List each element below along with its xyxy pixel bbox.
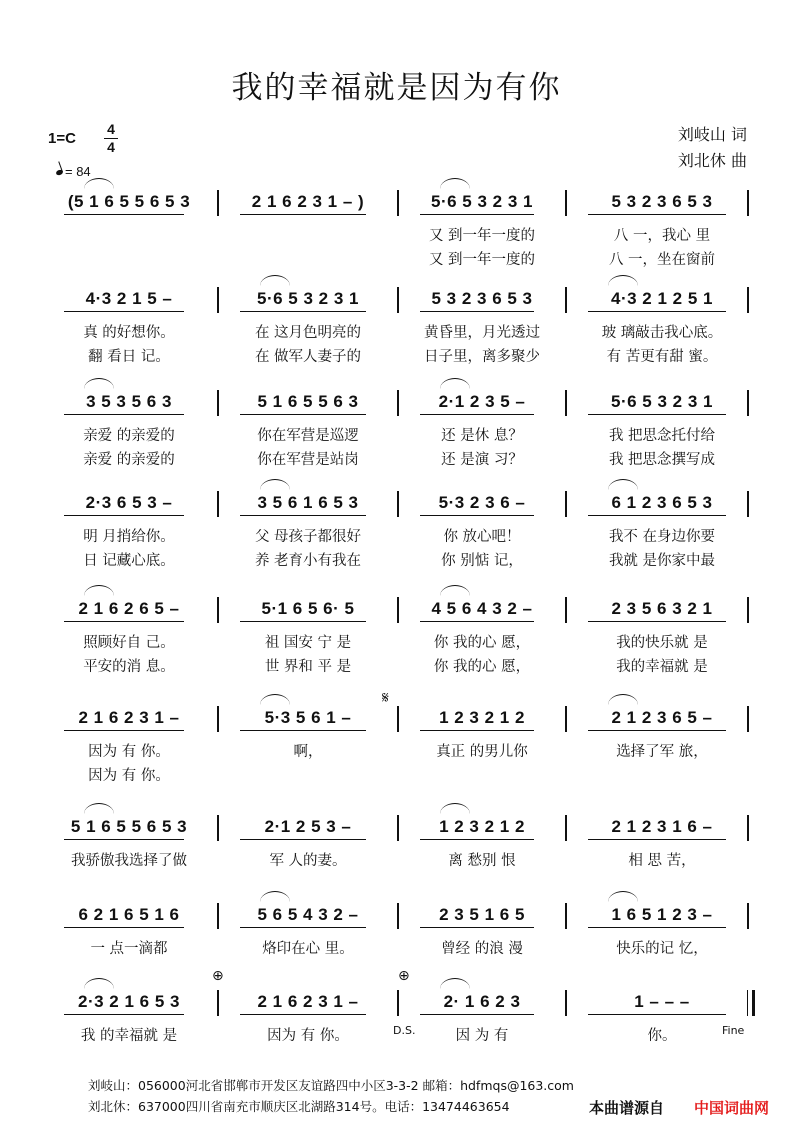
barline <box>565 190 567 216</box>
barline <box>217 287 219 313</box>
measure <box>220 190 396 216</box>
measure-line <box>44 990 756 1016</box>
lyric-segment: 八 一，坐在窗前 <box>608 252 716 268</box>
lyric-segment: 你。 <box>647 1028 677 1044</box>
lyric-segment: 还 是演 习？ <box>441 452 523 468</box>
lyric-segment: 你在军营是站岗 <box>257 452 359 468</box>
lyricist-contact: 刘岐山：056000河北省邯郸市开发区友谊路四中小区3-3-2 邮箱：hdfmqs@163.com <box>88 1078 574 1093</box>
slur-mark <box>84 803 114 814</box>
lyric-segment: 曾经 的浪 漫 <box>441 941 523 957</box>
barline <box>747 190 749 216</box>
barline <box>565 390 567 416</box>
measure <box>220 597 396 623</box>
lyric-segment: 你 我的心 愿， <box>433 635 531 651</box>
measure-notes: 3 5 3 5 6 3 <box>86 392 172 411</box>
measure-notes: 5 3 2 3 6 5 3 <box>431 289 533 308</box>
measure <box>400 597 564 623</box>
barline <box>397 706 399 732</box>
key-signature: 1=C <box>48 130 76 147</box>
beam-line <box>588 839 726 840</box>
slur-mark <box>440 978 470 989</box>
barline <box>397 597 399 623</box>
measure <box>568 390 756 416</box>
beam-line <box>64 414 184 415</box>
barline <box>217 597 219 623</box>
barline <box>565 903 567 929</box>
barline <box>217 903 219 929</box>
lyric-segment: 翻 看日 记。 <box>88 349 170 365</box>
lyric-segment: 你 别惦 记， <box>441 553 523 569</box>
lyric-segment: 世 界和 平 是 <box>264 659 352 675</box>
measure-notes: 5·3 5 6 1 – <box>264 708 352 727</box>
measure-notes: 5·6 5 3 2 3 1 <box>257 289 359 308</box>
measure <box>400 706 564 732</box>
measure <box>568 706 756 732</box>
measure <box>220 706 396 732</box>
beam-line <box>240 839 366 840</box>
measure-notes: 2 3 5 6 3 2 1 <box>611 599 713 618</box>
lyric-segment: 明 月捎给你。 <box>83 529 175 545</box>
fine-marking: Fine <box>722 1024 745 1037</box>
measure <box>400 815 564 841</box>
measure-notes: 1 6 5 1 2 3 – <box>611 905 713 924</box>
watermark-source: 本曲谱源自 <box>586 1097 667 1118</box>
measure-line <box>44 597 756 623</box>
barline <box>397 390 399 416</box>
beam-line <box>64 214 184 215</box>
barline <box>217 190 219 216</box>
barline <box>747 597 749 623</box>
measure-line <box>44 815 756 841</box>
slur-mark <box>440 585 470 596</box>
lyric-segment: 我 把思念托付给 <box>608 428 716 444</box>
measure <box>220 903 396 929</box>
slur-mark <box>440 803 470 814</box>
barline <box>747 287 749 313</box>
measure-line <box>44 706 756 732</box>
barline <box>747 903 749 929</box>
measure <box>220 990 396 1016</box>
lyric-segment: 相 思 苦， <box>628 853 696 869</box>
beam-line <box>588 927 726 928</box>
measure <box>400 903 564 929</box>
lyric-segment: 快乐的记 忆， <box>616 941 708 957</box>
lyric-segment: 祖 国安 宁 是 <box>264 635 352 651</box>
measure-notes: 2·3 6 5 3 – <box>85 493 173 512</box>
beam-line <box>240 515 366 516</box>
lyric-segment: 军 人的妻。 <box>269 853 347 869</box>
beam-line <box>588 621 726 622</box>
beam-line <box>420 515 534 516</box>
measure-notes: 5·6 5 3 2 3 1 <box>431 192 533 211</box>
beam-line <box>588 311 726 312</box>
lyric-segment: 我的快乐就 是 <box>616 635 708 651</box>
slur-mark <box>260 891 290 902</box>
measure-notes: 1 – – – <box>634 992 690 1011</box>
tempo-value: = 84 <box>65 164 91 179</box>
barline <box>397 903 399 929</box>
measure-notes: 1 2 3 2 1 2 <box>439 708 525 727</box>
measure <box>220 491 396 517</box>
measure <box>400 390 564 416</box>
barline <box>565 287 567 313</box>
barline <box>565 990 567 1016</box>
barline <box>747 491 749 517</box>
measure-notes: 2 1 2 3 6 5 – <box>611 708 713 727</box>
measure-notes: 5 6 5 4 3 2 – <box>257 905 359 924</box>
measure <box>44 815 214 841</box>
beam-line <box>420 621 534 622</box>
lyric-segment: 又 到一年一度的 <box>428 228 536 244</box>
barline <box>747 390 749 416</box>
measure-line <box>44 390 756 416</box>
coda-icon-1: ⊕ <box>212 968 224 984</box>
ds-marking: D.S. <box>393 1024 416 1037</box>
beam-line <box>420 214 534 215</box>
slur-mark <box>608 275 638 286</box>
lyric-segment: 照顾好自 己。 <box>83 635 175 651</box>
lyric-segment: 还 是休 息？ <box>441 428 523 444</box>
tempo-marking <box>56 164 91 179</box>
measure-notes: 5 1 6 5 5 6 5 3 <box>70 817 188 836</box>
lyric-segment: 真正 的男儿你 <box>436 744 528 760</box>
slur-mark <box>608 891 638 902</box>
beam-line <box>420 839 534 840</box>
slur-mark <box>84 178 114 189</box>
beam-line <box>420 311 534 312</box>
lyric-segment: 亲爱 的亲爱的 <box>83 452 175 468</box>
beam-line <box>240 621 366 622</box>
barline <box>747 815 749 841</box>
measure-notes: 5·1 6 5 6· 5 <box>261 599 355 618</box>
lyric-segment: 选择了军 旅， <box>616 744 708 760</box>
measure <box>400 287 564 313</box>
beam-line <box>240 311 366 312</box>
beam-line <box>64 311 184 312</box>
measure-notes: 4·3 2 1 2 5 1 <box>611 289 713 308</box>
lyric-segment: 因为 有 你。 <box>88 768 170 784</box>
measure-notes: 2 1 6 2 6 5 – <box>78 599 180 618</box>
slur-mark <box>260 275 290 286</box>
measure-line <box>44 287 756 313</box>
time-signature-bottom: 4 <box>107 139 115 155</box>
measure-line <box>44 491 756 517</box>
measure <box>568 190 756 216</box>
beam-line <box>64 1014 184 1015</box>
lyric-segment: 平安的消 息。 <box>83 659 175 675</box>
lyric-segment: 你 放心吧！ <box>443 529 521 545</box>
measure-notes: 2·1 2 3 5 – <box>438 392 526 411</box>
lyric-segment: 离 愁别 恨 <box>448 853 516 869</box>
lyric-segment: 因 为 有 <box>455 1028 509 1044</box>
barline <box>397 990 399 1016</box>
composer-contact: 刘北休：637000四川省南充市顺庆区北湖路314号。电话：13474463654 <box>88 1099 510 1114</box>
slur-mark <box>84 978 114 989</box>
lyric-segment: 啊， <box>293 744 323 760</box>
measure-notes: 5 1 6 5 5 6 3 <box>257 392 359 411</box>
quarter-note-icon <box>55 169 63 176</box>
beam-line <box>420 414 534 415</box>
beam-line <box>240 730 366 731</box>
measure-line <box>44 903 756 929</box>
barline <box>747 706 749 732</box>
lyric-segment: 一 点一滴都 <box>90 941 168 957</box>
beam-line <box>240 214 366 215</box>
lyric-segment: 我 的幸福就 是 <box>80 1028 178 1044</box>
lyric-segment: 因为 有 你。 <box>267 1028 349 1044</box>
measure-notes: 4 5 6 4 3 2 – <box>431 599 533 618</box>
slur-mark <box>260 694 290 705</box>
measure-notes: 2 1 2 3 1 6 – <box>611 817 713 836</box>
measure-notes: 2·3 2 1 6 5 3 <box>78 992 180 1011</box>
measure <box>44 597 214 623</box>
measure-notes: 3 5 6 1 6 5 3 <box>257 493 359 512</box>
measure <box>220 815 396 841</box>
slur-mark <box>84 585 114 596</box>
beam-line <box>240 1014 366 1015</box>
barline <box>397 190 399 216</box>
composer-credit: 刘北休 曲 <box>677 151 747 170</box>
slur-mark <box>84 378 114 389</box>
lyric-segment: 养 老育小有我在 <box>254 553 362 569</box>
measure <box>44 491 214 517</box>
lyric-segment: 我 把思念撰写成 <box>608 452 716 468</box>
beam-line <box>64 621 184 622</box>
slur-mark <box>440 178 470 189</box>
lyric-segment: 烙印在心 里。 <box>262 941 354 957</box>
barline <box>565 815 567 841</box>
measure <box>44 990 214 1016</box>
song-title: 我的幸福就是因为有你 <box>231 70 562 106</box>
slur-mark <box>440 378 470 389</box>
measure-notes: (5 1 6 5 5 6 5 3 <box>67 192 191 211</box>
lyric-segment: 我不 在身边你要 <box>608 529 716 545</box>
measure-notes: 6 1 2 3 6 5 3 <box>611 493 713 512</box>
barline <box>217 990 219 1016</box>
barline <box>217 491 219 517</box>
lyric-segment: 亲爱 的亲爱的 <box>83 428 175 444</box>
watermark-site: 中国词曲网 <box>694 1099 770 1117</box>
barline <box>217 390 219 416</box>
lyric-segment: 又 到一年一度的 <box>428 252 536 268</box>
measure <box>568 287 756 313</box>
lyric-segment: 八 一，我心 里 <box>613 228 711 244</box>
measure <box>220 390 396 416</box>
lyric-segment: 在 这月色明亮的 <box>254 325 362 341</box>
measure <box>400 491 564 517</box>
measure-notes: 2· 1 6 2 3 <box>443 992 521 1011</box>
barline <box>397 287 399 313</box>
barline <box>397 491 399 517</box>
measure-notes: 5·3 2 3 6 – <box>438 493 526 512</box>
measure-notes: 2 1 6 2 3 1 – <box>78 708 180 727</box>
time-signature <box>104 122 118 155</box>
measure <box>44 706 214 732</box>
measure <box>568 815 756 841</box>
beam-line <box>588 414 726 415</box>
lyric-segment: 我就 是你家中最 <box>608 553 716 569</box>
lyric-segment: 父 母孩子都很好 <box>254 529 362 545</box>
beam-line <box>420 1014 534 1015</box>
lyric-segment: 在 做军人妻子的 <box>254 349 362 365</box>
measure <box>568 903 756 929</box>
measure <box>400 190 564 216</box>
time-signature-top: 4 <box>107 121 115 137</box>
barline <box>217 706 219 732</box>
beam-line <box>64 730 184 731</box>
beam-line <box>64 839 184 840</box>
barline <box>217 815 219 841</box>
measure <box>44 390 214 416</box>
measure <box>568 597 756 623</box>
slur-mark <box>608 694 638 705</box>
slur-mark <box>608 479 638 490</box>
beam-line <box>588 1014 726 1015</box>
lyric-segment: 我的幸福就 是 <box>616 659 708 675</box>
measure-notes: 4·3 2 1 5 – <box>85 289 173 308</box>
measure-notes: 5·6 5 3 2 3 1 <box>611 392 713 411</box>
beam-line <box>420 730 534 731</box>
coda-icon-2: ⊕ <box>398 968 410 984</box>
beam-line <box>64 927 184 928</box>
barline <box>565 491 567 517</box>
beam-line <box>588 515 726 516</box>
measure <box>220 287 396 313</box>
beam-line <box>588 730 726 731</box>
lyric-segment: 日 记藏心底。 <box>83 553 175 569</box>
beam-line <box>420 927 534 928</box>
measure-notes: 1 2 3 2 1 2 <box>439 817 525 836</box>
segno-icon: 𝄋 <box>382 688 389 707</box>
lyric-segment: 日子里，离多聚少 <box>424 349 540 365</box>
beam-line <box>588 214 726 215</box>
measure-notes: 2·1 2 5 3 – <box>264 817 352 836</box>
lyric-segment: 你 我的心 愿， <box>433 659 531 675</box>
slur-mark <box>260 479 290 490</box>
lyric-segment: 你在军营是巡逻 <box>257 428 359 444</box>
measure-notes: 2 1 6 2 3 1 – <box>257 992 359 1011</box>
beam-line <box>240 927 366 928</box>
measure <box>44 903 214 929</box>
measure <box>44 190 214 216</box>
lyric-segment: 玻 璃敲击我心底。 <box>601 325 723 341</box>
measure <box>400 990 564 1016</box>
measure <box>568 990 756 1016</box>
measure-notes: 2 3 5 1 6 5 <box>439 905 525 924</box>
measure-line <box>44 190 756 216</box>
measure <box>44 287 214 313</box>
measure-notes: 5 3 2 3 6 5 3 <box>611 192 713 211</box>
lyric-segment: 黄昏里，月光透过 <box>424 325 540 341</box>
lyric-segment: 有 苦更有甜 蜜。 <box>606 349 718 365</box>
barline <box>565 597 567 623</box>
measure-notes: 6 2 1 6 5 1 6 <box>78 905 180 924</box>
lyric-segment: 我骄傲我选择了做 <box>71 853 187 869</box>
barline <box>565 706 567 732</box>
barline <box>747 990 755 1016</box>
lyric-segment: 真 的好想你。 <box>83 325 175 341</box>
measure-notes: 2 1 6 2 3 1 – ) <box>251 192 365 211</box>
lyric-segment: 因为 有 你。 <box>88 744 170 760</box>
measure <box>568 491 756 517</box>
beam-line <box>240 414 366 415</box>
lyricist-credit: 刘岐山 词 <box>677 125 747 144</box>
beam-line <box>64 515 184 516</box>
barline <box>397 815 399 841</box>
